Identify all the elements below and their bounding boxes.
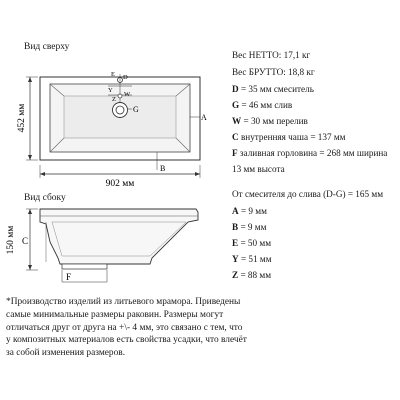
marker-w: W	[124, 91, 131, 98]
overflow-hole	[118, 94, 122, 98]
marker-c: C	[22, 236, 29, 246]
spec2-line-1: От смесителя до слива (D-G) = 165 мм	[232, 189, 384, 199]
height-label-top: 452 мм	[17, 103, 27, 133]
spec-line-7: F заливная горловина = 268 мм ширина	[232, 148, 388, 158]
footnote-line: за собой изменения размеров.	[6, 348, 126, 359]
marker-z: Z	[112, 96, 116, 103]
side-view-title: Вид сбоку	[24, 193, 66, 203]
spec-line-2: Вес БРУТТО: 18,8 кг	[232, 67, 315, 77]
footnote-line: отличаться друг от друга на +\- 4 мм, это связано с тем, что	[6, 322, 243, 333]
spec2-line-3: B = 9 мм	[232, 222, 267, 232]
spec-line-3: D = 35 мм смеситель	[232, 84, 314, 94]
marker-a: A	[201, 113, 207, 122]
marker-e: E	[111, 71, 115, 78]
marker-g: G	[133, 105, 139, 114]
marker-f: F	[66, 272, 72, 282]
top-view-title: Вид сверху	[24, 42, 70, 52]
spec2-line-5: Y = 51 мм	[232, 254, 272, 264]
footnote-line: *Производство изделий из литьевого мрамора. Приведены	[6, 297, 241, 307]
drain-inner	[116, 106, 124, 114]
spec-line-5: W = 30 мм перелив	[232, 116, 308, 126]
footnote-line: у композитных материалов есть свойства усадки, что влечёт	[6, 335, 247, 346]
marker-y: Y	[108, 87, 113, 94]
spec2-line-6: Z = 88 мм	[232, 270, 272, 280]
width-label: 902 мм	[105, 179, 135, 189]
spec2-line-4: E = 50 мм	[232, 238, 272, 248]
spec-line-8: 13 мм высота	[232, 164, 285, 174]
spec-line-6: C внутренняя чаша = 137 мм	[232, 132, 346, 142]
spec-line-4: G = 46 мм слив	[232, 100, 293, 110]
marker-b: B	[160, 164, 166, 173]
spec2-line-2: A = 9 мм	[232, 206, 267, 216]
marker-d: D	[123, 74, 128, 81]
footnote	[6, 296, 336, 360]
height-label-side: 150 мм	[6, 225, 16, 255]
footnote-line: самые минимальные размеры раковин. Размеры могут	[6, 309, 224, 320]
spec-line-1: Вес НЕТТО: 17,1 кг	[232, 50, 311, 60]
